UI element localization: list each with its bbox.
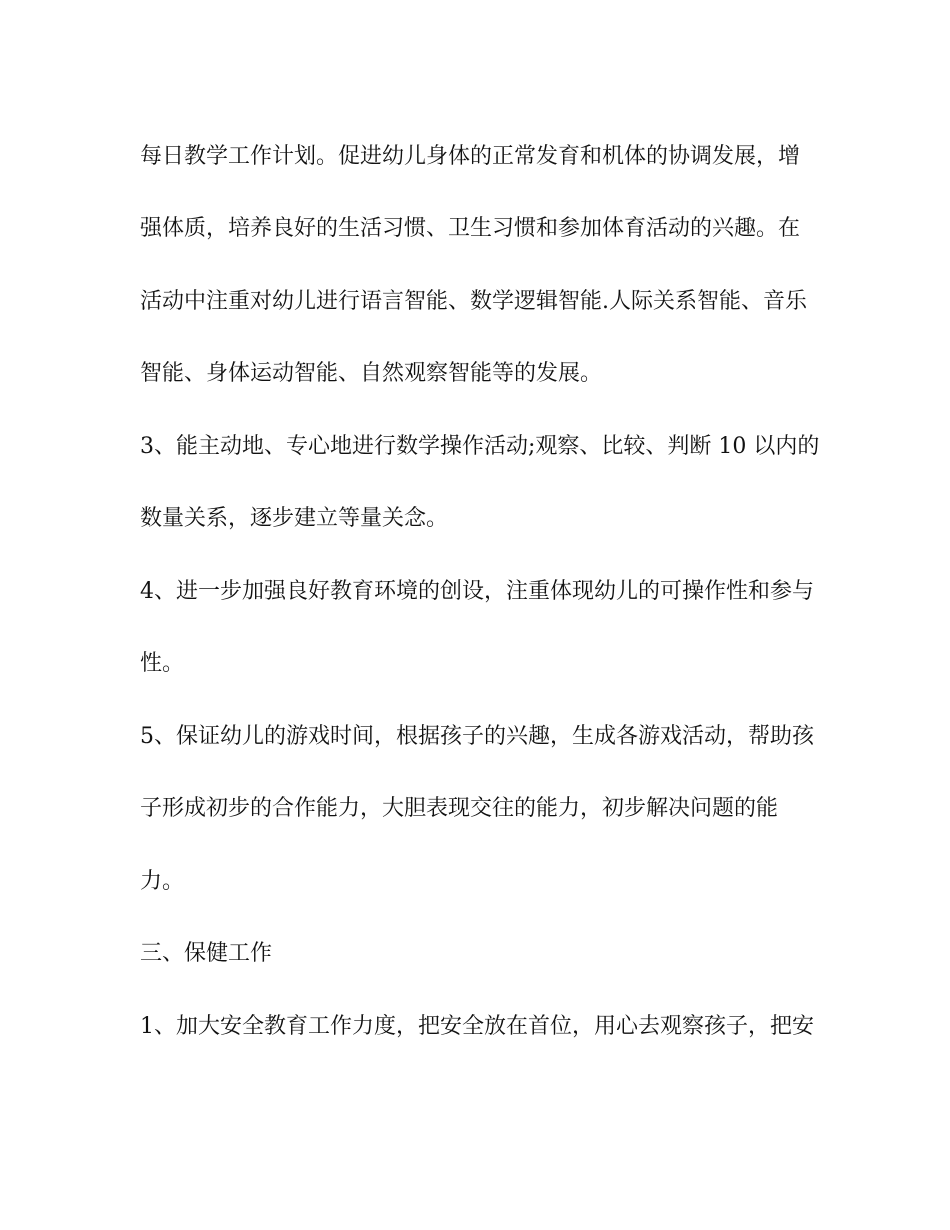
- text-line: 每日教学工作计划。促进幼儿身体的正常发育和机体的协调发展，增: [140, 144, 801, 169]
- text-line: 力。: [140, 869, 185, 894]
- numbered-item-3: 3、能主动地、专心地进行数学操作活动;观察、比较、判断 10 以内的: [140, 434, 820, 459]
- text-line: 数量关系，逐步建立等量关念。: [140, 506, 449, 531]
- text-line: 智能、身体运动智能、自然观察智能等的发展。: [140, 361, 603, 386]
- text-line: 强体质，培养良好的生活习惯、卫生习惯和参加体育活动的兴趣。在: [140, 216, 801, 241]
- text-line: 子形成初步的合作能力，大胆表现交往的能力，初步解决问题的能: [140, 796, 779, 821]
- section-heading: 三、保健工作: [140, 941, 273, 966]
- numbered-item-1: 1、加大安全教育工作力度，把安全放在首位，用心去观察孩子，把安: [140, 1014, 814, 1039]
- numbered-item-5: 5、保证幼儿的游戏时间，根据孩子的兴趣，生成各游戏活动，帮助孩: [140, 724, 814, 749]
- text-line: 性。: [140, 651, 185, 676]
- numbered-item-4: 4、进一步加强良好教育环境的创设，注重体现幼儿的可操作性和参与: [140, 579, 814, 604]
- text-line: 活动中注重对幼儿进行语言智能、数学逻辑智能.人际关系智能、音乐: [140, 289, 807, 314]
